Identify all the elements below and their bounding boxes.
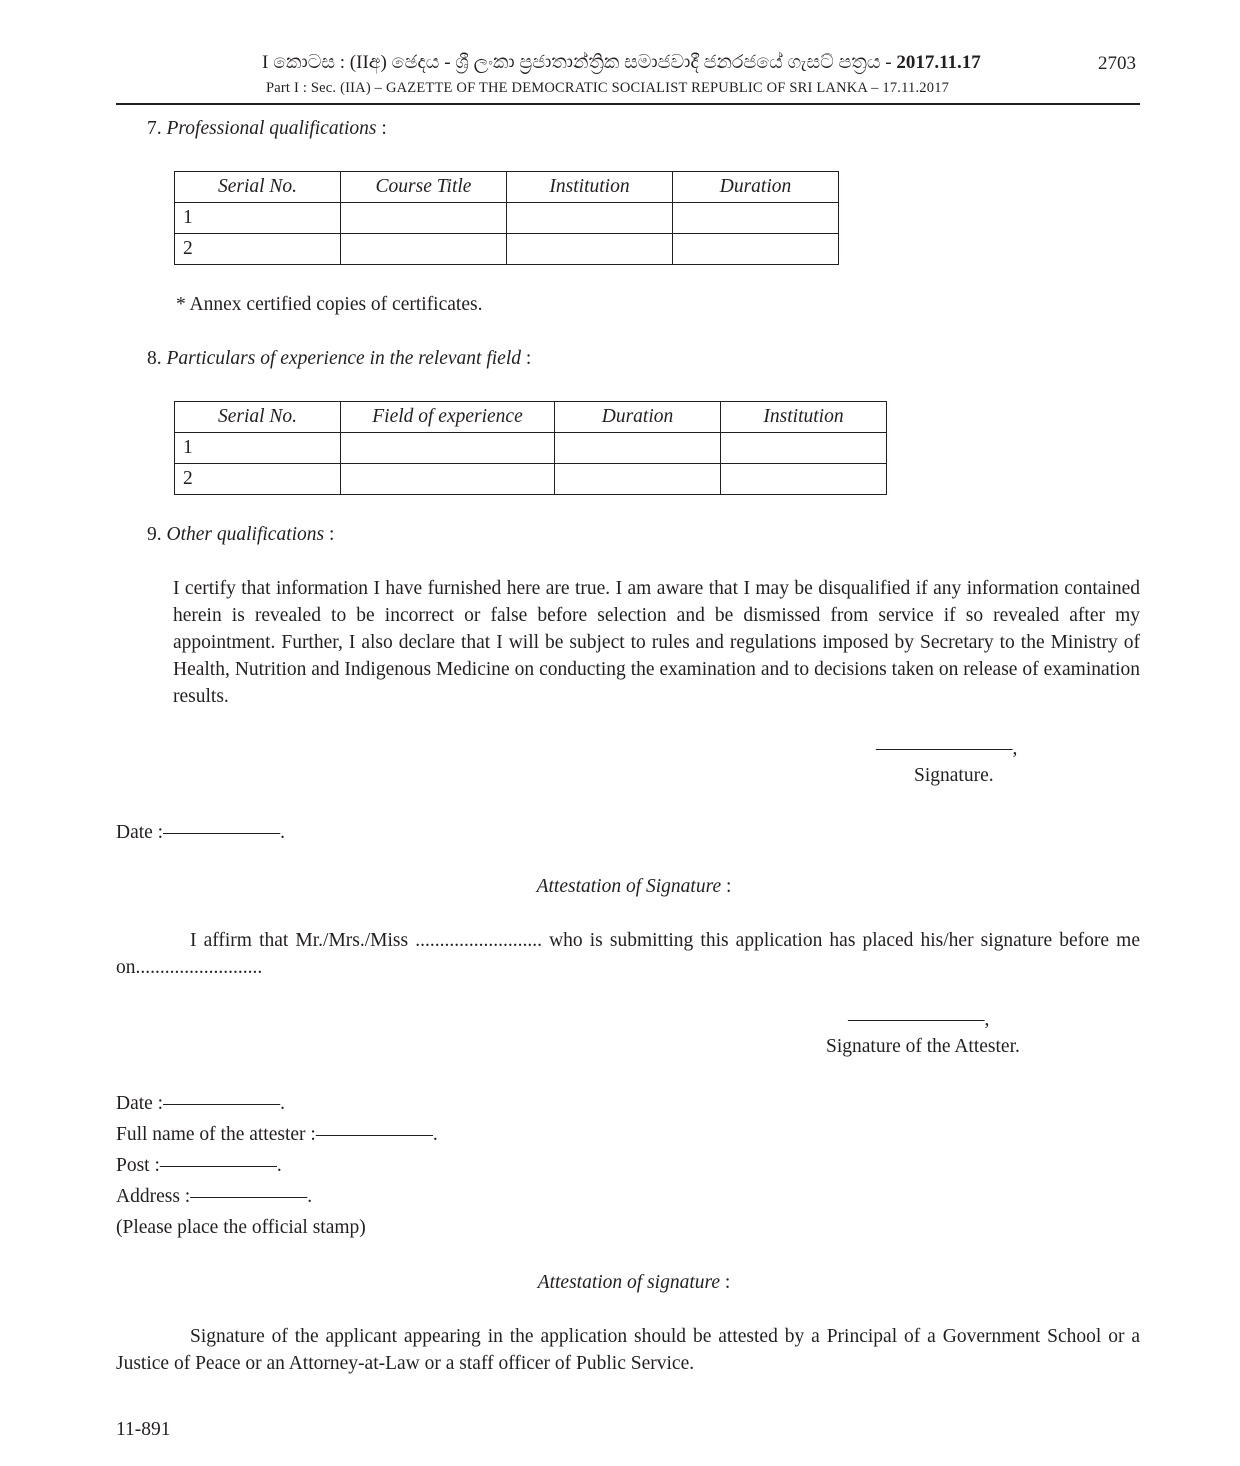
- section-8-number: 8.: [147, 348, 162, 369]
- table-cell[interactable]: [673, 234, 839, 265]
- attestation-heading-2-colon: :: [724, 1272, 731, 1293]
- attestation-heading-2: [0, 1269, 1240, 1296]
- section-9-heading: [147, 521, 334, 548]
- applicant-signature-line[interactable]: ———————,: [876, 738, 1018, 759]
- footer-code: 11-891: [116, 1419, 171, 1440]
- attester-signature-line[interactable]: ———————,: [848, 1009, 990, 1030]
- table-cell: 1: [175, 433, 341, 464]
- attestation-heading-title: Attestation of Signature: [536, 876, 722, 897]
- gazette-header-sinhala: [262, 52, 1062, 74]
- col-header-field-of-experience: Field of experience: [341, 402, 555, 433]
- table-cell: 2: [175, 464, 341, 495]
- table-cell[interactable]: [507, 234, 673, 265]
- section-7-number: 7.: [147, 118, 162, 139]
- col-header-serial: Serial No.: [175, 172, 341, 203]
- official-stamp-note: (Please place the official stamp): [116, 1217, 366, 1238]
- table-cell[interactable]: [341, 234, 507, 265]
- table-header-row: [175, 402, 887, 433]
- section-7-heading: [147, 115, 387, 142]
- table-cell[interactable]: [507, 203, 673, 234]
- page-number: 2703: [1098, 53, 1136, 74]
- table-cell[interactable]: [341, 433, 555, 464]
- attestation-heading-colon: :: [725, 876, 732, 897]
- table-cell[interactable]: [721, 464, 887, 495]
- section-8-heading: [147, 345, 531, 372]
- affirmation-paragraph: I affirm that Mr./Mrs./Miss .......................... who is submitting this application has placed his/her signature before me on..........................: [116, 930, 1140, 978]
- gazette-header-english: Part I : Sec. (IIA) – GAZETTE OF THE DEMOCRATIC SOCIALIST REPUBLIC OF SRI LANKA – 17.11.2017: [266, 80, 950, 96]
- table-cell[interactable]: [555, 464, 721, 495]
- applicant-signature-label: Signature.: [914, 765, 994, 786]
- col-header-course-title: Course Title: [341, 172, 507, 203]
- col-header-serial: Serial No.: [175, 402, 341, 433]
- table-row: [175, 234, 839, 265]
- section-8-colon: :: [525, 348, 532, 369]
- attester-address-field[interactable]: Address :——————.: [116, 1186, 313, 1207]
- table-row: [175, 433, 887, 464]
- section-7-colon: :: [381, 118, 387, 139]
- table-cell[interactable]: [673, 203, 839, 234]
- professional-qualifications-table: [174, 171, 839, 265]
- attestation-heading: [0, 873, 1240, 900]
- table-cell: 1: [175, 203, 341, 234]
- table-cell[interactable]: [721, 433, 887, 464]
- table-row: [175, 464, 887, 495]
- section-9-colon: :: [329, 524, 335, 545]
- attester-signature-label: Signature of the Attester.: [826, 1036, 1020, 1057]
- table-cell: 2: [175, 234, 341, 265]
- attestation-heading-2-title: Attestation of signature: [537, 1272, 721, 1293]
- table-row: [175, 203, 839, 234]
- attestation-note-paragraph: Signature of the applicant appearing in the application should be attested by a Principal of a Government School or a Justice of Peace or an Attorney-at-Law or a staff officer of Public Service.: [116, 1326, 1140, 1374]
- table-header-row: [175, 172, 839, 203]
- certification-paragraph: I certify that information I have furnished here are true. I am aware that I may be disqualified if any information contained herein is revealed to be incorrect or false before selection and be dismissed from service if so revealed after my appointment. Further, I also declare that I will be subject to rules and regulations imposed by Secretary to the Ministry of Health, Nutrition and Indigenous Medicine on conducting the examination and to decisions taken on release of examination results.: [173, 578, 1140, 707]
- header-rule: [116, 103, 1140, 105]
- attester-full-name-field[interactable]: Full name of the attester :——————.: [116, 1124, 438, 1145]
- section-8-title: Particulars of experience in the relevant field: [166, 348, 522, 369]
- col-header-institution: Institution: [507, 172, 673, 203]
- header-sinhala-text: I කොටස : (IIඅ) ඡෙදය - ශ්‍රී ලංකා ප්‍රජාතාන්ත්‍රික සමාජවාදී ජනරජයේ ගැසට් පත්‍රය -: [262, 52, 892, 73]
- attester-date-field[interactable]: Date :——————.: [116, 1093, 285, 1114]
- section-9-title: Other qualifications: [166, 524, 325, 545]
- table-cell[interactable]: [341, 464, 555, 495]
- experience-table: [174, 401, 887, 495]
- col-header-duration: Duration: [673, 172, 839, 203]
- attester-post-field[interactable]: Post :——————.: [116, 1155, 282, 1176]
- certificates-note: * Annex certified copies of certificates.: [176, 294, 483, 315]
- header-sinhala-date: 2017.11.17: [896, 52, 981, 73]
- section-9-number: 9.: [147, 524, 162, 545]
- table-cell[interactable]: [555, 433, 721, 464]
- col-header-duration: Duration: [555, 402, 721, 433]
- section-7-title: Professional qualifications: [166, 118, 377, 139]
- date-field[interactable]: Date :——————.: [116, 822, 285, 843]
- col-header-institution: Institution: [721, 402, 887, 433]
- table-cell[interactable]: [341, 203, 507, 234]
